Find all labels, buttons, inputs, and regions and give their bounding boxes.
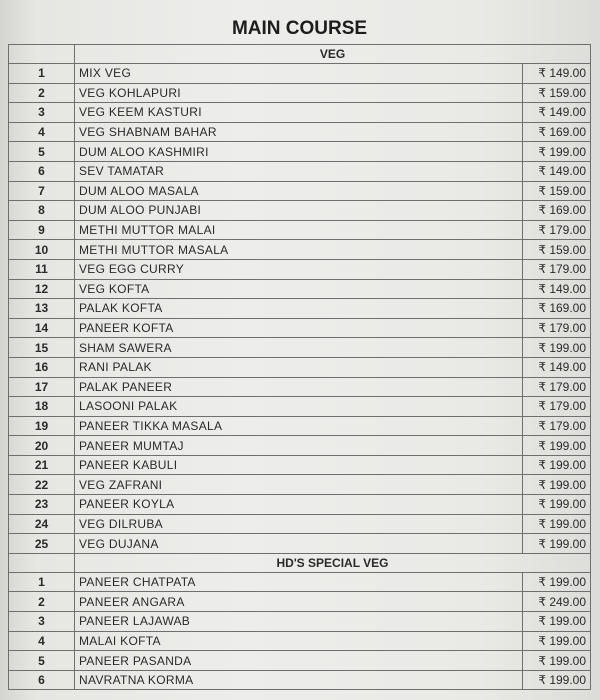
item-number: 12 — [9, 279, 75, 299]
section-heading-row — [9, 553, 591, 572]
table-row — [9, 631, 591, 651]
item-price: ₹ 179.00 — [523, 377, 591, 397]
table-row — [9, 142, 591, 162]
item-name: VEG DILRUBA — [75, 514, 523, 534]
item-name: PANEER CHATPATA — [75, 572, 523, 592]
table-row — [9, 161, 591, 181]
table-row — [9, 670, 591, 690]
item-number: 6 — [9, 670, 75, 690]
item-price: ₹ 159.00 — [523, 181, 591, 201]
item-number: 1 — [9, 572, 75, 592]
item-number: 10 — [9, 240, 75, 260]
item-price: ₹ 179.00 — [523, 397, 591, 417]
item-number: 11 — [9, 259, 75, 279]
table-row — [9, 651, 591, 671]
section-heading-spacer — [9, 45, 75, 64]
table-row — [9, 318, 591, 338]
item-price: ₹ 199.00 — [523, 670, 591, 690]
item-number: 1 — [9, 64, 75, 84]
item-number: 25 — [9, 534, 75, 554]
item-name: DUM ALOO MASALA — [75, 181, 523, 201]
table-row — [9, 455, 591, 475]
table-row — [9, 495, 591, 515]
table-row — [9, 299, 591, 319]
item-number: 16 — [9, 357, 75, 377]
item-price: ₹ 169.00 — [523, 122, 591, 142]
item-number: 24 — [9, 514, 75, 534]
table-row — [9, 436, 591, 456]
table-row — [9, 534, 591, 554]
item-name: VEG KEEM KASTURI — [75, 103, 523, 123]
item-name: PANEER ANGARA — [75, 592, 523, 612]
item-number: 9 — [9, 220, 75, 240]
item-name: PALAK KOFTA — [75, 299, 523, 319]
item-price: ₹ 159.00 — [523, 240, 591, 260]
section-heading: HD'S SPECIAL VEG — [75, 553, 591, 572]
item-number: 7 — [9, 181, 75, 201]
item-number: 23 — [9, 495, 75, 515]
item-number: 3 — [9, 103, 75, 123]
item-price: ₹ 179.00 — [523, 259, 591, 279]
item-price: ₹ 169.00 — [523, 299, 591, 319]
item-price: ₹ 199.00 — [523, 612, 591, 632]
item-number: 19 — [9, 416, 75, 436]
item-name: PANEER MUMTAJ — [75, 436, 523, 456]
section-heading: VEG — [75, 45, 591, 64]
table-row — [9, 122, 591, 142]
item-name: VEG ZAFRANI — [75, 475, 523, 495]
item-name: PALAK PANEER — [75, 377, 523, 397]
table-row — [9, 201, 591, 221]
table-row — [9, 220, 591, 240]
item-name: VEG DUJANA — [75, 534, 523, 554]
table-row — [9, 475, 591, 495]
table-row — [9, 259, 591, 279]
table-row — [9, 357, 591, 377]
item-number: 2 — [9, 83, 75, 103]
table-row — [9, 240, 591, 260]
item-price: ₹ 149.00 — [523, 64, 591, 84]
table-row — [9, 83, 591, 103]
item-number: 3 — [9, 612, 75, 632]
table-row — [9, 377, 591, 397]
item-number: 6 — [9, 161, 75, 181]
item-name: VEG KOFTA — [75, 279, 523, 299]
item-number: 2 — [9, 592, 75, 612]
table-row — [9, 397, 591, 417]
main-course-table — [8, 14, 591, 690]
item-name: PANEER KABULI — [75, 455, 523, 475]
table-row — [9, 416, 591, 436]
page-title: MAIN COURSE — [9, 14, 591, 45]
table-row — [9, 181, 591, 201]
table-row — [9, 572, 591, 592]
item-price: ₹ 179.00 — [523, 318, 591, 338]
section-heading-row — [9, 45, 591, 64]
item-name: NAVRATNA KORMA — [75, 670, 523, 690]
item-number: 13 — [9, 299, 75, 319]
item-name: VEG SHABNAM BAHAR — [75, 122, 523, 142]
item-name: RANI PALAK — [75, 357, 523, 377]
item-number: 5 — [9, 651, 75, 671]
item-name: PANEER KOYLA — [75, 495, 523, 515]
item-price: ₹ 179.00 — [523, 220, 591, 240]
item-price: ₹ 199.00 — [523, 572, 591, 592]
item-price: ₹ 199.00 — [523, 514, 591, 534]
item-name: PANEER TIKKA MASALA — [75, 416, 523, 436]
item-name: PANEER PASANDA — [75, 651, 523, 671]
item-number: 5 — [9, 142, 75, 162]
title-row — [9, 14, 591, 45]
item-price: ₹ 149.00 — [523, 357, 591, 377]
item-number: 20 — [9, 436, 75, 456]
item-price: ₹ 199.00 — [523, 651, 591, 671]
table-row — [9, 338, 591, 358]
item-price: ₹ 199.00 — [523, 142, 591, 162]
item-name: METHI MUTTOR MASALA — [75, 240, 523, 260]
item-price: ₹ 149.00 — [523, 279, 591, 299]
item-number: 21 — [9, 455, 75, 475]
item-price: ₹ 149.00 — [523, 161, 591, 181]
item-price: ₹ 199.00 — [523, 436, 591, 456]
item-price: ₹ 169.00 — [523, 201, 591, 221]
item-number: 4 — [9, 631, 75, 651]
item-price: ₹ 199.00 — [523, 475, 591, 495]
table-row — [9, 514, 591, 534]
table-row — [9, 592, 591, 612]
item-number: 18 — [9, 397, 75, 417]
item-name: SEV TAMATAR — [75, 161, 523, 181]
item-name: VEG KOHLAPURI — [75, 83, 523, 103]
item-number: 17 — [9, 377, 75, 397]
item-price: ₹ 199.00 — [523, 455, 591, 475]
item-price: ₹ 199.00 — [523, 495, 591, 515]
item-name: MALAI KOFTA — [75, 631, 523, 651]
item-name: PANEER KOFTA — [75, 318, 523, 338]
item-name: METHI MUTTOR MALAI — [75, 220, 523, 240]
item-name: LASOONI PALAK — [75, 397, 523, 417]
item-price: ₹ 199.00 — [523, 338, 591, 358]
item-name: MIX VEG — [75, 64, 523, 84]
item-price: ₹ 179.00 — [523, 416, 591, 436]
item-name: SHAM SAWERA — [75, 338, 523, 358]
item-price: ₹ 199.00 — [523, 534, 591, 554]
table-row — [9, 279, 591, 299]
item-price: ₹ 149.00 — [523, 103, 591, 123]
item-price: ₹ 199.00 — [523, 631, 591, 651]
item-price: ₹ 159.00 — [523, 83, 591, 103]
item-name: PANEER LAJAWAB — [75, 612, 523, 632]
item-number: 15 — [9, 338, 75, 358]
table-row — [9, 64, 591, 84]
section-heading-spacer — [9, 553, 75, 572]
item-number: 22 — [9, 475, 75, 495]
item-name: VEG EGG CURRY — [75, 259, 523, 279]
item-price: ₹ 249.00 — [523, 592, 591, 612]
item-number: 8 — [9, 201, 75, 221]
item-number: 4 — [9, 122, 75, 142]
item-name: DUM ALOO KASHMIRI — [75, 142, 523, 162]
table-row — [9, 103, 591, 123]
item-number: 14 — [9, 318, 75, 338]
item-name: DUM ALOO PUNJABI — [75, 201, 523, 221]
table-row — [9, 612, 591, 632]
